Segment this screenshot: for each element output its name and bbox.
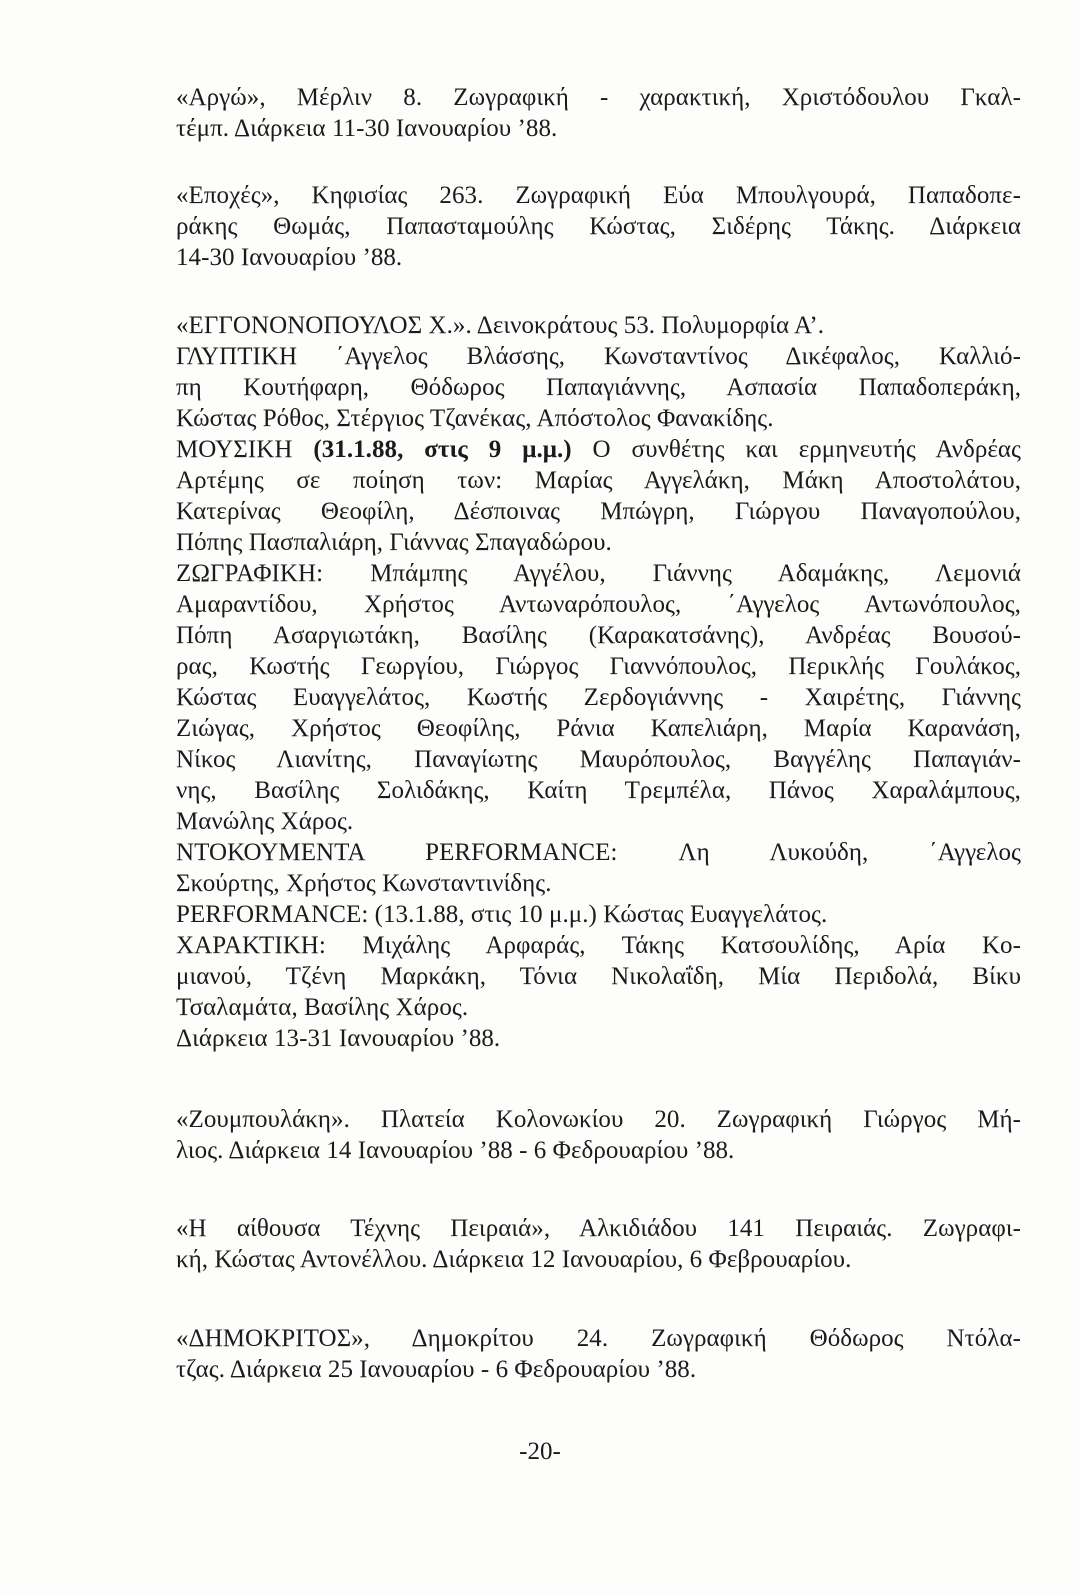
entry-dimokritos: [176, 1323, 1021, 1385]
entry-line: «Αργώ», Μέρλιν 8. Ζωγραφική - χαρακτική, Χριστόδουλου Γκαλ-: [176, 84, 1021, 111]
entry-line: ΓΛΥΠΤΙΚΗ ΄Αγγελος Βλάσσης, Κωνσταντίνος Δικέφαλος, Καλλιό-: [176, 343, 1021, 370]
entry-line: λιος. Διάρκεια 14 Ιανουαρίου ’88 - 6 Φεδρουαρίου ’88.: [176, 1137, 735, 1164]
music-label: ΜΟΥΣΙΚΗ: [176, 436, 293, 463]
entry-line: Σκούρτης, Χρήστος Κωνσταντινίδης.: [176, 870, 552, 897]
entry-line: Τσαλαμάτα, Βασίλης Χάρος.: [176, 994, 469, 1021]
entry-line: «ΔΗΜΟΚΡΙΤΟΣ», Δημοκρίτου 24. Ζωγραφική Θόδωρος Ντόλα-: [176, 1325, 1021, 1352]
entry-line: ΖΩΓΡΑΦΙΚΗ: Μπάμπης Αγγέλου, Γιάννης Αδαμάκης, Λεμονιά: [176, 560, 1021, 587]
page-number: -20-: [519, 1438, 561, 1465]
entry-line: κή, Κώστας Αντονέλλου. Διάρκεια 12 Ιανουαρίου, 6 Φεβρουαρίου.: [176, 1246, 852, 1273]
entry-line: πη Κουτήφαρη, Θόδωρος Παπαγιάννης, Ασπασία Παπαδοπεράκη,: [176, 374, 1021, 401]
entry-line: ράκης Θωμάς, Παπασταμούλης Κώστας, Σιδέρης Τάκης. Διάρκεια: [176, 213, 1021, 240]
entry-line: 14-30 Ιανουαρίου ’88.: [176, 244, 403, 271]
entry-line: ΝΤΟΚΟΥΜΕΝΤΑ PERFORMANCE: Λη Λυκούδη, ΄Αγγελος: [176, 839, 1021, 866]
entry-line: «Ζουμπουλάκη». Πλατεία Κολονωκίου 20. Ζωγραφική Γιώργος Μή-: [176, 1106, 1021, 1133]
entry-line: ρας, Κωστής Γεωργίου, Γιώργος Γιαννόπουλος, Περικλής Γουλάκος,: [176, 653, 1021, 680]
entry-line: PERFORMANCE: (13.1.88, στις 10 μ.μ.) Κώστας Ευαγγελάτος.: [176, 901, 828, 928]
entry-argo: [176, 82, 1021, 144]
music-date: (31.1.88, στις 9 μ.μ.): [313, 436, 572, 463]
entry-line: Διάρκεια 13-31 Ιανουαρίου ’88.: [176, 1025, 501, 1052]
entry-engonopoulos: [176, 310, 1021, 1054]
entry-line: τέμπ. Διάρκεια 11-30 Ιανουαρίου ’88.: [176, 115, 558, 142]
entry-line: Μανώλης Χάρος.: [176, 808, 354, 835]
entry-line: ΧΑΡΑΚΤΙΚΗ: Μιχάλης Αρφαράς, Τάκης Κατσουλίδης, Αρία Κο-: [176, 932, 1021, 959]
entry-piraeus: [176, 1213, 1021, 1275]
entry-zoumpoulaki: [176, 1104, 1021, 1166]
entry-line: Ζιώγας, Χρήστος Θεοφίλης, Ράνια Καπελιάρη, Μαρία Καρανάση,: [176, 715, 1021, 742]
entry-line: Κατερίνας Θεοφίλη, Δέσποινας Μπώγρη, Γιώργου Παναγοπούλου,: [176, 498, 1021, 525]
entry-line: Πόπης Πασπαλιάρη, Γιάννας Σπαγαδώρου.: [176, 529, 612, 556]
entry-epoches: [176, 180, 1021, 273]
entry-line: «Εποχές», Κηφισίας 263. Ζωγραφική Εύα Μπουλγουρά, Παπαδοπε-: [176, 182, 1021, 209]
music-line: [176, 434, 1021, 465]
entry-line: Νίκος Λιανίτης, Παναγίωτης Μαυρόπουλος, Βαγγέλης Παπαγιάν-: [176, 746, 1021, 773]
entry-line: νης, Βασίλης Σολιδάκης, Καίτη Τρεμπέλα, Πάνος Χαραλάμπους,: [176, 777, 1021, 804]
entry-line: Κώστας Ρόθος, Στέργιος Τζανέκας, Απόστολος Φανακίδης.: [176, 405, 774, 432]
entry-line: «ΕΓΓΟΝΟΝΟΠΟΥΛΟΣ Χ.». Δεινοκράτους 53. Πολυμορφία Α’.: [176, 312, 825, 339]
music-rest: Ο συνθέτης και ερμηνευτής Ανδρέας: [592, 436, 1021, 463]
entry-line: Αμαραντίδου, Χρήστος Αντωναρόπουλος, ΄Αγγελος Αντωνόπουλος,: [176, 591, 1021, 618]
entry-line: Πόπη Ασαργιωτάκη, Βασίλης (Καρακατσάνης), Ανδρέας Βουσού-: [176, 622, 1021, 649]
entry-line: τζας. Διάρκεια 25 Ιανουαρίου - 6 Φεδρουαρίου ’88.: [176, 1356, 697, 1383]
entry-line: Αρτέμης σε ποίηση των: Μαρίας Αγγελάκη, Μάκη Αποστολάτου,: [176, 467, 1021, 494]
entry-line: μιανού, Τζένη Μαρκάκη, Τόνια Νικολαΐδη, Μία Περιδολά, Βίκυ: [176, 963, 1021, 990]
entry-line: «Η αίθουσα Τέχνης Πειραιά», Αλκιδιάδου 141 Πειραιάς. Ζωγραφι-: [176, 1215, 1021, 1242]
entry-line: Κώστας Ευαγγελάτος, Κωστής Ζερδογιάννης - Χαιρέτης, Γιάννης: [176, 684, 1021, 711]
